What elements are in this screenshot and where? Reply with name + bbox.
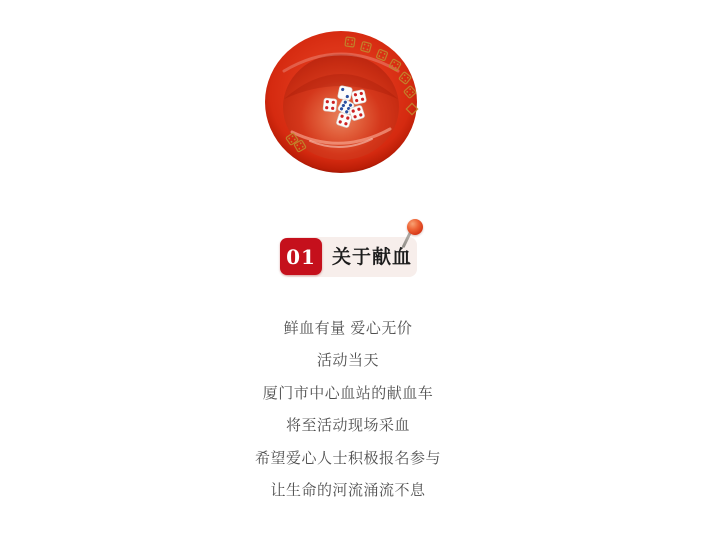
body-text-block <box>0 313 699 507</box>
section-number-badge <box>280 238 322 275</box>
body-text-line: 厦门市中心血站的献血车 <box>262 384 434 402</box>
body-text-line: 让生命的河流涌流不息 <box>270 482 426 500</box>
die <box>323 98 337 112</box>
section-number: 01 <box>286 244 316 269</box>
pushpin-icon <box>407 219 423 235</box>
body-text-line: 希望爱心人士积极报名参与 <box>254 449 441 467</box>
die <box>351 89 366 104</box>
body-text-line: 活动当天 <box>316 352 379 370</box>
body-text-line: 将至活动现场采血 <box>285 417 410 435</box>
bowl-svg <box>262 29 420 177</box>
body-text-line: 鲜血有量 爱心无价 <box>283 320 413 337</box>
bobing-bowl-image <box>262 29 420 177</box>
die <box>337 85 352 100</box>
section-title: 关于献血 <box>332 246 413 268</box>
